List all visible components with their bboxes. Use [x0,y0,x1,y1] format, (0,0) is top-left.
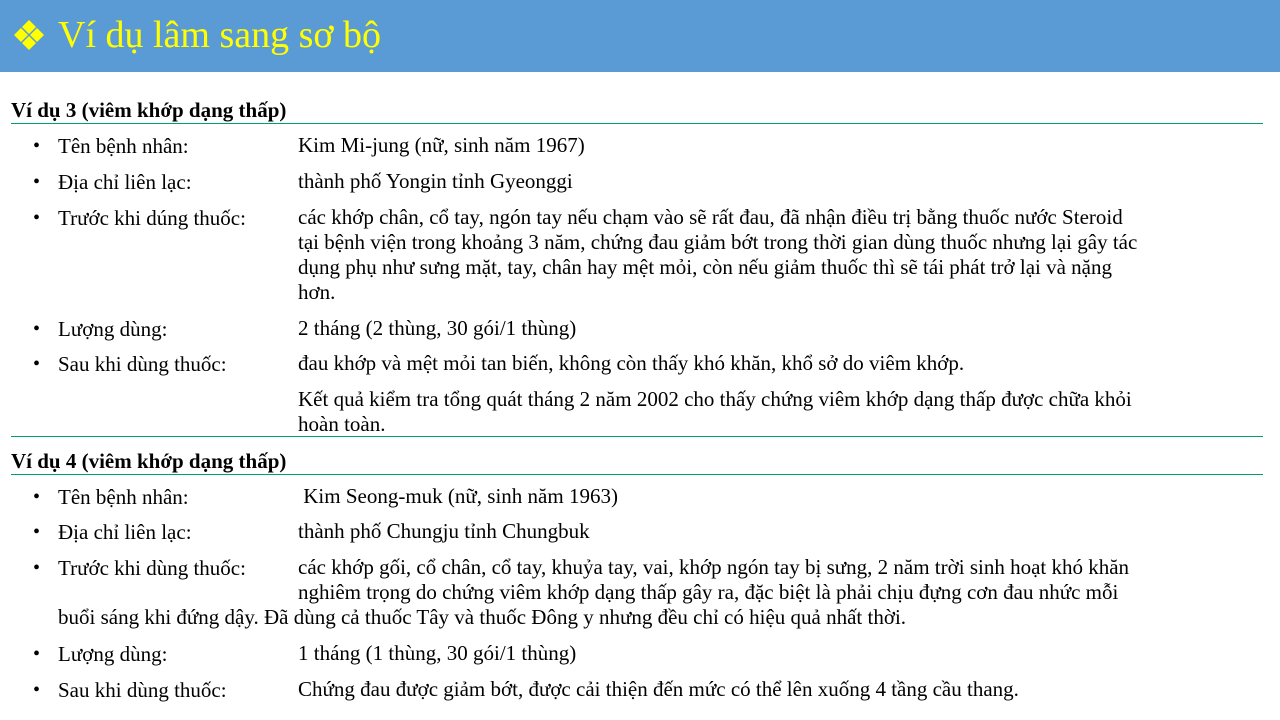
title-banner [0,0,1280,72]
case-divider [11,436,1263,437]
bullet-icon: • [33,135,41,157]
case4-value-address: thành phố Chungju tỉnh Chungbuk [298,519,590,543]
case3-label-address: Địa chỉ liên lạc: [58,170,192,194]
case3-label-dosage: Lượng dùng: [58,317,168,341]
bullet-icon: • [33,557,41,579]
case4-top-divider [11,474,1263,475]
case3-label-after: Sau khi dùng thuốc: [58,352,227,376]
case3-value-address: thành phố Yongin tỉnh Gyeonggi [298,169,573,193]
case4-label-address: Địa chỉ liên lạc: [58,520,192,544]
case4-heading: Ví dụ 4 (viêm khớp dạng thấp) [11,449,287,473]
case4-value-dosage: 1 tháng (1 thùng, 30 gói/1 thùng) [298,641,577,665]
bullet-icon: • [33,318,41,340]
case3-value-name: Kim Mi-jung (nữ, sinh năm 1967) [298,133,585,157]
text-line: hơn. [298,280,336,304]
case4-label-after: Sau khi dùng thuốc: [58,678,227,702]
case3-value-after: đau khớp và mệt mỏi tan biến, không còn thấy khó khăn, khổ sở do viêm khớp. [298,351,965,375]
case3-result [298,387,1270,437]
bullet-icon: • [33,486,41,508]
case4-value-name: Kim Seong-muk (nữ, sinh năm 1963) [298,484,618,508]
text-line: dụng phụ như sưng mặt, tay, chân hay mệt mỏi, còn nếu giảm thuốc thì sẽ tái phát trở lại và nặng [298,255,1112,279]
text-line: nghiêm trọng do chứng viêm khớp dạng thấp gây ra, đặc biệt là phải chịu đựng cơn đau nhức mỗi [298,580,1119,604]
text-line: Kết quả kiểm tra tổng quát tháng 2 năm 2002 cho thấy chứng viêm khớp dạng thấp được chữa khỏi [298,387,1132,411]
bullet-icon: • [33,643,41,665]
case4-value-before-continuation: buổi sáng khi đứng dậy. Đã dùng cả thuốc Tây và thuốc Đông y nhưng đều chỉ có hiệu quả nhất thời. [58,605,907,629]
case3-label-name: Tên bệnh nhân: [58,134,189,158]
case3-value-before [298,205,1270,305]
four-diamond-bullet-icon [12,18,46,52]
bullet-icon: • [33,521,41,543]
text-line: tại bệnh viện trong khoảng 3 năm, chứng đau giảm bớt trong thời gian dùng thuốc nhưng lại gây tác [298,230,1138,254]
page-title: Ví dụ lâm sang sơ bộ [58,14,382,56]
case3-top-divider [11,123,1263,124]
case3-value-dosage: 2 tháng (2 thùng, 30 gói/1 thùng) [298,316,577,340]
bullet-icon: • [33,207,41,229]
bullet-icon: • [33,353,41,375]
bullet-icon: • [33,679,41,701]
case4-value-before [298,555,1270,605]
case4-label-before: Trước khi dùng thuốc: [58,556,246,580]
case3-heading: Ví dụ 3 (viêm khớp dạng thấp) [11,98,287,122]
case4-label-name: Tên bệnh nhân: [58,485,189,509]
text-line: hoàn toàn. [298,412,386,436]
text-line: các khớp gối, cổ chân, cổ tay, khuỷa tay, vai, khớp ngón tay bị sưng, 2 năm trời sinh hoạt khó khăn [298,555,1130,579]
case4-label-dosage: Lượng dùng: [58,642,168,666]
case4-value-after: Chứng đau được giảm bớt, được cải thiện đến mức có thể lên xuống 4 tầng cầu thang. [298,677,1019,701]
text-line: các khớp chân, cổ tay, ngón tay nếu chạm vào sẽ rất đau, đã nhận điều trị bằng thuốc nước Steroid [298,205,1123,229]
bullet-icon: • [33,171,41,193]
case3-label-before: Trước khi dúng thuốc: [58,206,246,230]
